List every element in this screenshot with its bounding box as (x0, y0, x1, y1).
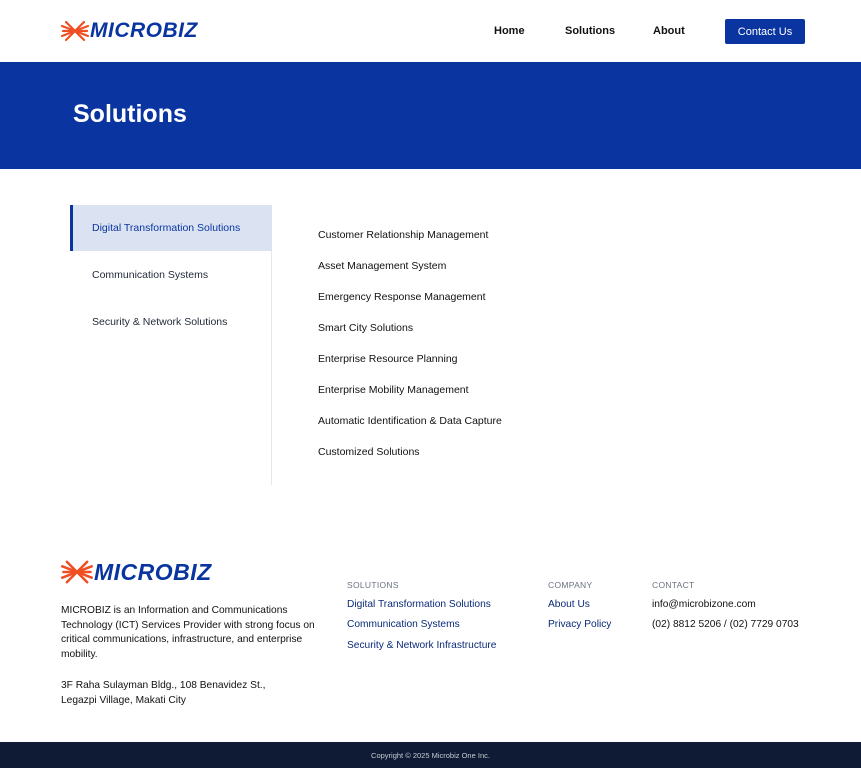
logo-wordmark: MICROBIZ (94, 558, 212, 585)
footer-contact-email[interactable]: info@microbizone.com (652, 599, 756, 610)
list-item[interactable]: Asset Management System (318, 260, 447, 272)
footer-company-heading: COMPANY (548, 580, 593, 590)
footer-contact-heading: CONTACT (652, 580, 695, 590)
list-item[interactable]: Emergency Response Management (318, 291, 486, 303)
footer-link-security-network[interactable]: Security & Network Infrastructure (347, 640, 497, 651)
list-item[interactable]: Customer Relationship Management (318, 229, 489, 241)
footer-link-communication-systems[interactable]: Communication Systems (347, 619, 460, 630)
footer-bottom-bar (0, 742, 861, 768)
microbiz-logo-icon (60, 555, 94, 589)
page-title: Solutions (73, 100, 187, 128)
sidebar-item-digital-transformation[interactable]: Digital Transformation Solutions (70, 205, 272, 251)
footer-link-about-us[interactable]: About Us (548, 599, 590, 610)
footer-contact-phone[interactable]: (02) 8812 5206 / (02) 7729 0703 (652, 619, 799, 630)
site-header (0, 0, 861, 62)
nav-home[interactable]: Home (494, 25, 525, 37)
list-item[interactable]: Smart City Solutions (318, 322, 414, 334)
solutions-sidebar (70, 205, 272, 485)
nav-solutions[interactable]: Solutions (565, 25, 616, 37)
footer-description: MICROBIZ is an Information and Communications Technology (ICT) Services Provider with strong focus on critical communications, infrastructure, and enterprise mobility. (61, 605, 315, 660)
list-item[interactable]: Automatic Identification & Data Capture (318, 415, 502, 427)
sidebar-item-communication-systems[interactable]: Communication Systems (92, 269, 209, 281)
sidebar-item-security-network[interactable]: Security & Network Solutions (92, 316, 228, 328)
nav-about[interactable]: About (653, 25, 685, 37)
footer-link-digital-transformation[interactable]: Digital Transformation Solutions (347, 599, 491, 610)
footer-address (61, 679, 323, 708)
header-logo[interactable] (60, 16, 198, 46)
list-item[interactable]: Enterprise Mobility Management (318, 384, 469, 396)
contact-us-button[interactable]: Contact Us (725, 19, 805, 44)
list-item[interactable]: Enterprise Resource Planning (318, 353, 458, 365)
address-line-1: 3F Raha Sulayman Bldg., 108 Benavidez St., (61, 680, 266, 691)
list-item[interactable]: Customized Solutions (318, 446, 420, 458)
footer-logo[interactable] (60, 555, 212, 589)
footer-solutions-heading: SOLUTIONS (347, 580, 399, 590)
address-line-2: Legazpi Village, Makati City (61, 694, 186, 706)
footer-link-privacy-policy[interactable]: Privacy Policy (548, 619, 612, 630)
logo-wordmark: MICROBIZ (90, 19, 198, 42)
hero-banner (0, 62, 861, 169)
copyright-text: Copyright © 2025 Microbiz One Inc. (371, 750, 490, 760)
microbiz-logo-icon (60, 16, 90, 46)
